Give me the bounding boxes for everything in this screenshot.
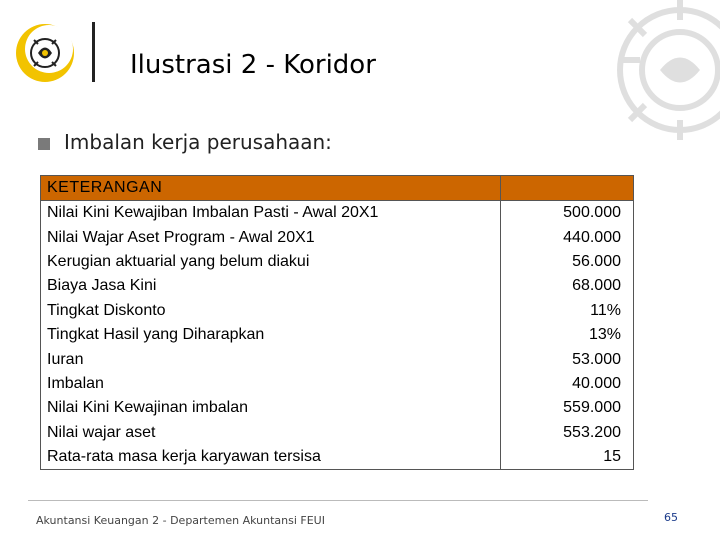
table-row (41, 201, 634, 226)
row-label: Nilai Kini Kewajinan imbalan (41, 396, 501, 420)
row-value: 559.000 (501, 396, 634, 420)
bullet-text: Imbalan kerja perusahaan: (64, 130, 332, 154)
row-value: 13% (501, 323, 634, 347)
row-label: Nilai wajar aset (41, 421, 501, 445)
table-row (41, 274, 634, 298)
table-row (41, 396, 634, 420)
row-label: Imbalan (41, 372, 501, 396)
row-value: 500.000 (501, 201, 634, 226)
row-label: Rata-rata masa kerja karyawan tersisa (41, 445, 501, 470)
row-label: Tingkat Diskonto (41, 299, 501, 323)
row-label: Biaya Jasa Kini (41, 274, 501, 298)
row-label: Iuran (41, 347, 501, 371)
data-table (40, 175, 634, 470)
watermark-emblem (580, 0, 720, 150)
row-value: 11% (501, 299, 634, 323)
row-value: 68.000 (501, 274, 634, 298)
row-value: 40.000 (501, 372, 634, 396)
page-title: Ilustrasi 2 - Koridor (130, 50, 376, 80)
table-row (41, 421, 634, 445)
table-row (41, 347, 634, 371)
row-value: 53.000 (501, 347, 634, 371)
table-row (41, 225, 634, 249)
bullet-square-icon (38, 138, 50, 150)
row-value: 440.000 (501, 225, 634, 249)
column-header-value (501, 176, 634, 201)
title-divider (92, 22, 95, 82)
table-row (41, 250, 634, 274)
table-row (41, 372, 634, 396)
table-row (41, 323, 634, 347)
column-header-keterangan: KETERANGAN (41, 176, 501, 201)
row-value: 56.000 (501, 250, 634, 274)
footer-divider (28, 500, 648, 501)
table-header-row (41, 176, 634, 201)
row-label: Nilai Wajar Aset Program - Awal 20X1 (41, 225, 501, 249)
table-row (41, 445, 634, 470)
university-logo (14, 22, 76, 84)
page-number: 65 (664, 511, 678, 524)
row-label: Kerugian aktuarial yang belum diakui (41, 250, 501, 274)
row-label: Tingkat Hasil yang Diharapkan (41, 323, 501, 347)
row-label: Nilai Kini Kewajiban Imbalan Pasti - Awal 20X1 (41, 201, 501, 226)
row-value: 553.200 (501, 421, 634, 445)
table-row (41, 299, 634, 323)
footer-text: Akuntansi Keuangan 2 - Departemen Akuntansi FEUI (36, 514, 325, 527)
row-value: 15 (501, 445, 634, 470)
